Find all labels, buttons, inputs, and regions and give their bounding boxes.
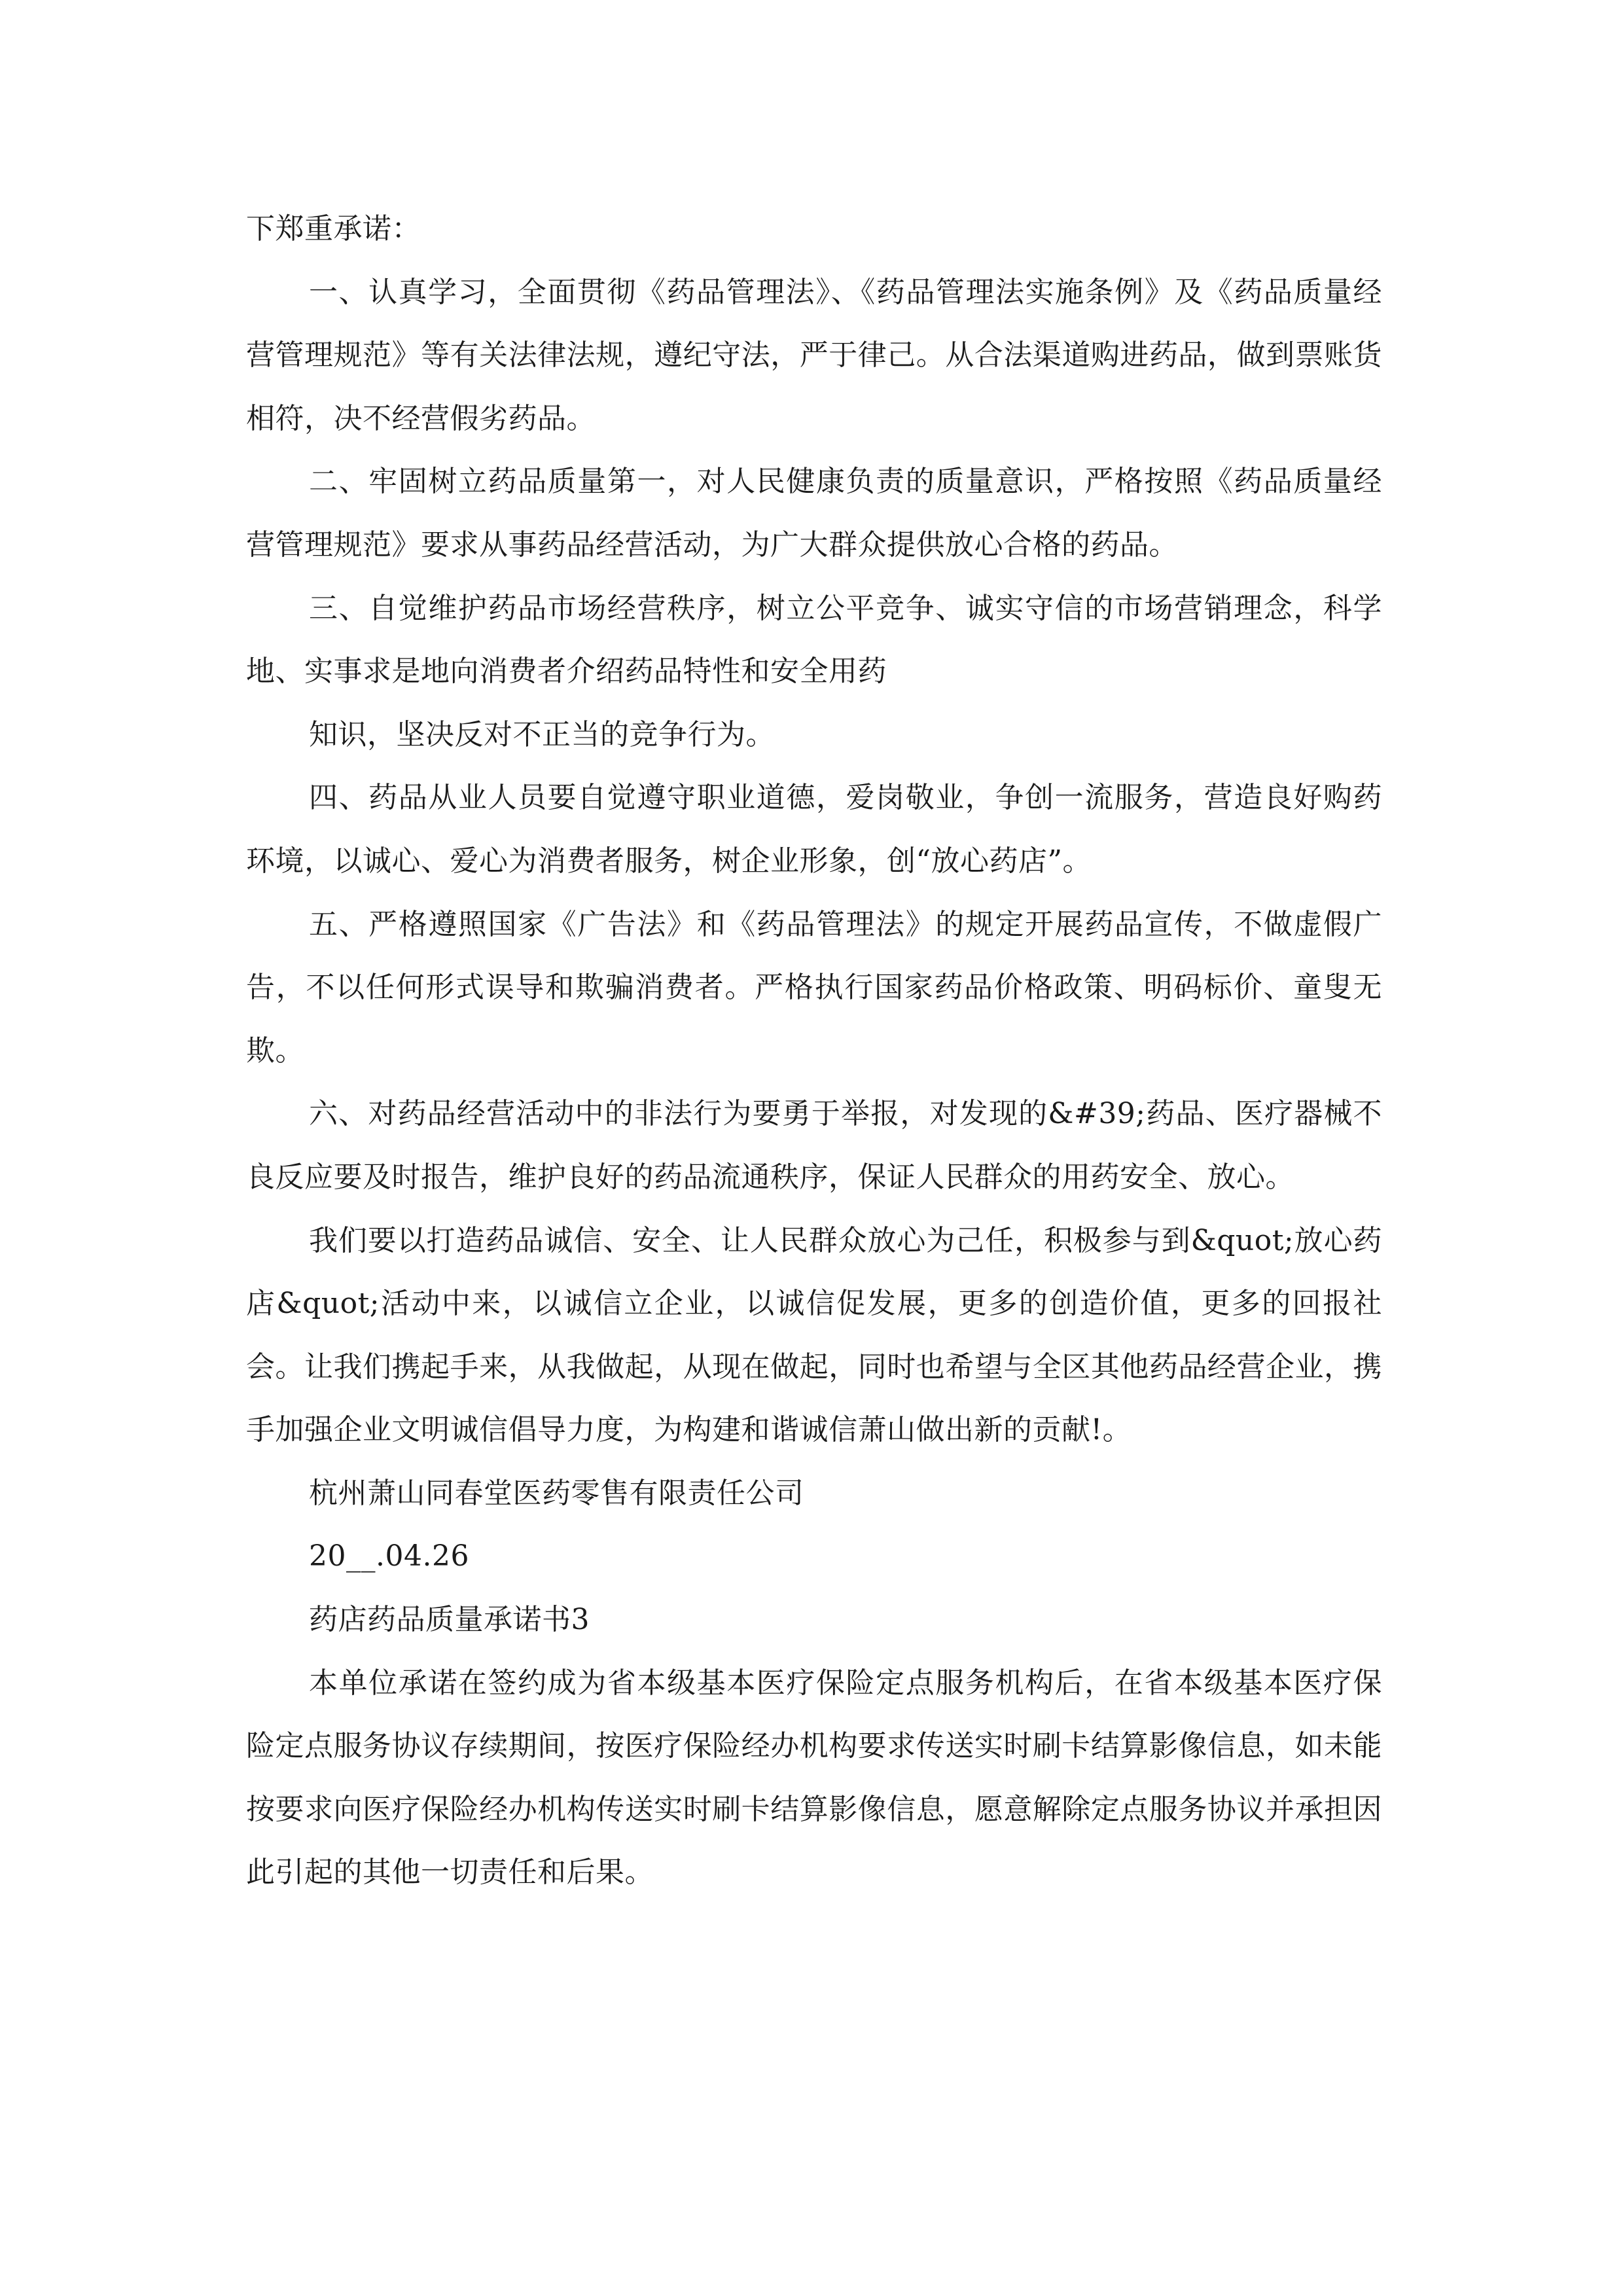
paragraph-closing: 我们要以打造药品诚信、安全、让人民群众放心为己任，积极参与到&quot;放心药店&quot;活动中来，以诚信立企业，以诚信促发展，更多的创造价值，更多的回报社会。让我们携起手来，从我做起，从现在做起，同时也希望与全区其他药品经营企业，携手加强企业文明诚信倡导力度，为构建和谐诚信萧山做出新的贡献!。 <box>246 1223 1382 1447</box>
section-title: 药店药品质量承诺书3 <box>309 1603 590 1637</box>
signature-date: 20__.04.26 <box>309 1539 469 1573</box>
paragraph-item-4: 四、药品从业人员要自觉遵守职业道德，爱岗敬业，争创一流服务，营造良好购药环境，以诚心、爱心为消费者服务，树企业形象，创“放心药店”。 <box>246 781 1382 878</box>
paragraph-item-1: 一、认真学习，全面贯彻《药品管理法》、《药品管理法实施条例》及《药品质量经营管理规范》等有关法律法规，遵纪守法，严于律己。从合法渠道购进药品，做到票账货相符，决不经营假劣药品。 <box>246 275 1382 435</box>
document-body <box>246 198 1382 1905</box>
paragraph-commitment: 本单位承诺在签约成为省本级基本医疗保险定点服务机构后，在省本级基本医疗保险定点服务协议存续期间，按医疗保险经办机构要求传送实时刷卡结算影像信息，如未能按要求向医疗保险经办机构传送实时刷卡结算影像信息，愿意解除定点服务协议并承担因此引起的其他一切责任和后果。 <box>246 1666 1382 1890</box>
paragraph-item-2: 二、牢固树立药品质量第一，对人民健康负责的质量意识，严格按照《药品质量经营管理规范》要求从事药品经营活动，为广大群众提供放心合格的药品。 <box>246 465 1382 562</box>
paragraph-item-5: 五、严格遵照国家《广告法》和《药品管理法》的规定开展药品宣传，不做虚假广告，不以任何形式误导和欺骗消费者。严格执行国家药品价格政策、明码标价、童叟无欺。 <box>246 907 1382 1067</box>
paragraph-item-3-continued: 知识，坚决反对不正当的竞争行为。 <box>309 717 775 751</box>
paragraph-opening: 下郑重承诺： <box>246 212 421 245</box>
paragraph-item-3: 三、自觉维护药品市场经营秩序，树立公平竞争、诚实守信的市场营销理念，科学地、实事求是地向消费者介绍药品特性和安全用药 <box>246 591 1382 689</box>
paragraph-item-6: 六、对药品经营活动中的非法行为要勇于举报，对发现的&#39;药品、医疗器械不良反应要及时报告，维护良好的药品流通秩序，保证人民群众的用药安全、放心。 <box>246 1097 1382 1194</box>
signature-company: 杭州萧山同春堂医药零售有限责任公司 <box>309 1476 804 1510</box>
